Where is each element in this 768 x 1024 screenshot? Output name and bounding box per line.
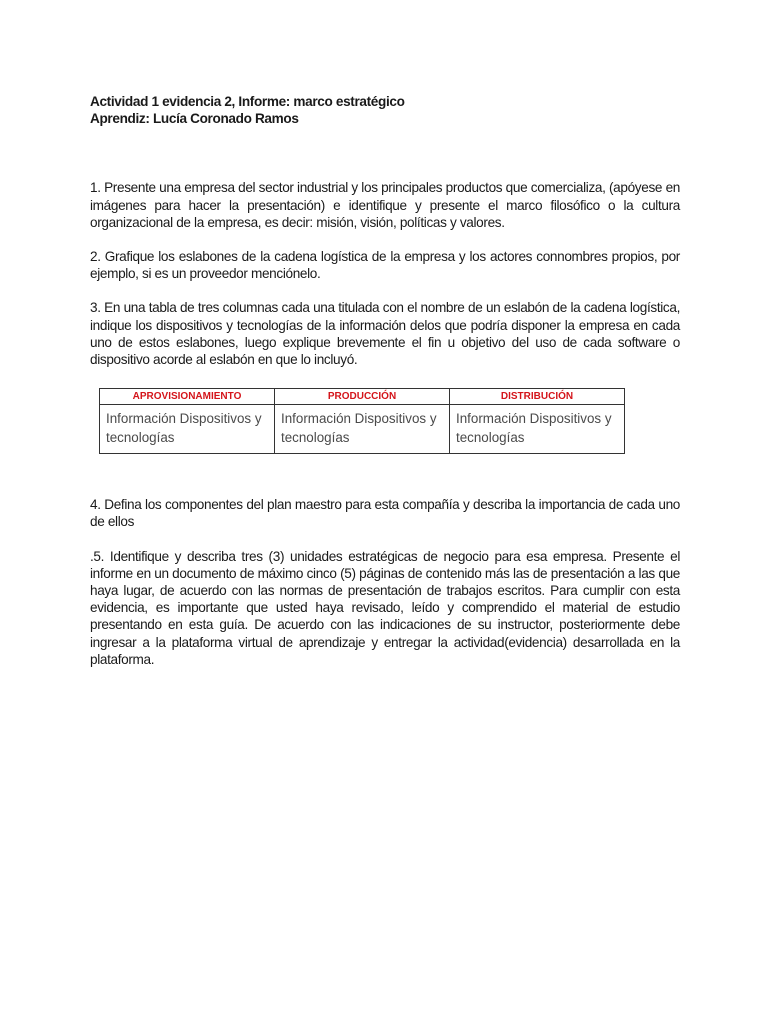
cell-produccion: Información Dispositivos y tecnologías bbox=[275, 405, 450, 454]
header-aprovisionamiento: APROVISIONAMIENTO bbox=[100, 389, 275, 405]
item-1-paragraph: 1. Presente una empresa del sector industrial y los principales productos que comercializa, (apóyese en imágenes para hacer la presentación) e identifique y presente el marco filosófico o la cultura organizacional de la empresa, es decir: misión, visión, políticas y valores. bbox=[90, 180, 680, 230]
table-row bbox=[100, 405, 625, 454]
item-5-paragraph: .5. Identifique y describa tres (3) unidades estratégicas de negocio para esa empresa. Presente el informe en un documento de máximo cinco (5) páginas de contenido más las de presentación a las que haya lugar, de acuerdo con las normas de presentación de trabajos escritos. Para cumplir con esta evidencia, es importante que usted haya revisado, leído y comprendido el material de estudio presentando en esta guía. De acuerdo con las indicaciones de su instructor, posteriormente debe ingresar a la plataforma virtual de aprendizaje y entregar la actividad(evidencia) desarrollada en la plataforma. bbox=[90, 548, 680, 667]
author-line: Aprendiz: Lucía Coronado Ramos bbox=[90, 111, 299, 127]
logistics-table bbox=[99, 388, 625, 454]
cell-aprovisionamiento: Información Dispositivos y tecnologías bbox=[100, 405, 275, 454]
item-2-paragraph: 2. Grafique los eslabones de la cadena logística de la empresa y los actores connombres propios, por ejemplo, si es un proveedor menciónelo. bbox=[90, 249, 680, 282]
item-4-paragraph: 4. Defina los componentes del plan maestro para esta compañía y describa la importancia de cada uno de ellos bbox=[90, 497, 680, 530]
logistics-table-wrapper bbox=[99, 388, 680, 454]
cell-distribucion: Información Dispositivos y tecnologías bbox=[450, 405, 625, 454]
header-produccion: PRODUCCIÓN bbox=[275, 389, 450, 405]
table-header-row bbox=[100, 389, 625, 405]
item-3-paragraph: 3. En una tabla de tres columnas cada una titulada con el nombre de un eslabón de la cadena logística, indique los dispositivos y tecnologías de la información delos que podría disponer la empresa en cada uno de estos eslabones, luego explique brevemente el fin u objetivo del uso de cada software o dispositivo acorde al eslabón en que lo incluyó. bbox=[90, 300, 680, 368]
document-body bbox=[90, 93, 680, 668]
document-title: Actividad 1 evidencia 2, Informe: marco estratégico bbox=[90, 94, 405, 109]
header-distribucion: DISTRIBUCIÓN bbox=[450, 389, 625, 405]
